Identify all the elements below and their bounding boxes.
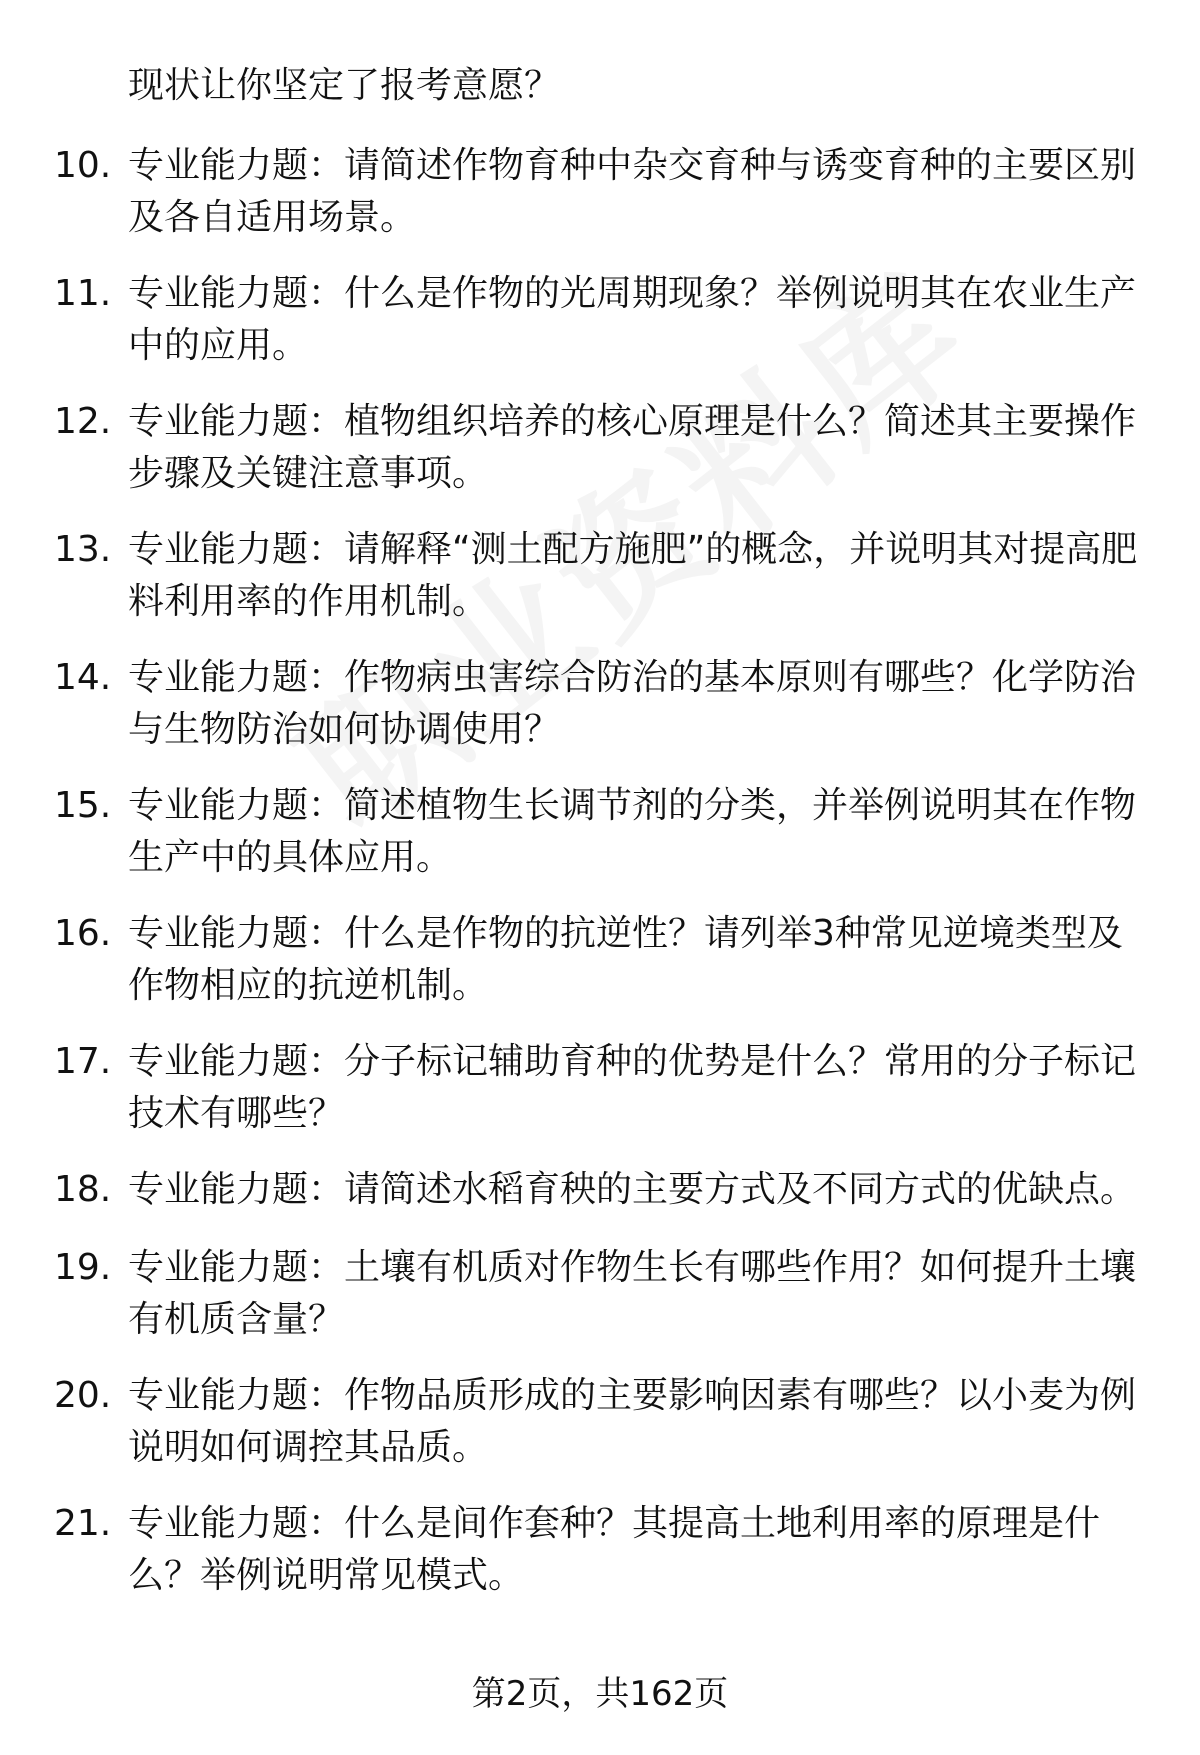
question-item [0,140,1200,268]
question-text: 专业能力题：作物病虫害综合防治的基本原则有哪些？化学防治与生物防治如何协调使用？ [128,657,1137,750]
question-text: 专业能力题：作物品质形成的主要影响因素有哪些？以小麦为例说明如何调控其品质。 [128,1375,1137,1468]
question-number: 12. [54,401,112,442]
question-item [0,652,1200,780]
question-text: 专业能力题：植物组织培养的核心原理是什么？简述其主要操作步骤及关键注意事项。 [128,401,1137,494]
question-number: 16. [54,913,112,954]
page-number-footer: 第2页，共162页 [471,1674,729,1714]
question-text: 专业能力题：请解释“测土配方施肥”的概念，并说明其对提高肥料利用率的作用机制。 [128,529,1138,622]
question-text: 专业能力题：简述植物生长调节剂的分类，并举例说明其在作物生产中的具体应用。 [128,785,1137,878]
question-text: 专业能力题：什么是作物的光周期现象？举例说明其在农业生产中的应用。 [128,273,1137,366]
question-item [0,1164,1200,1242]
question-number: 17. [54,1041,112,1082]
question-number: 21. [54,1503,112,1544]
question-item [0,1498,1200,1626]
question-number: 18. [54,1169,112,1210]
question-number: 10. [54,145,112,186]
question-number: 14. [54,657,112,698]
question-item [0,524,1200,652]
question-item [0,780,1200,908]
question-text: 专业能力题：什么是作物的抗逆性？请列举3种常见逆境类型及作物相应的抗逆机制。 [128,913,1123,1006]
question-text: 专业能力题：土壤有机质对作物生长有哪些作用？如何提升土壤有机质含量？ [128,1247,1137,1340]
question-list [0,140,1200,1626]
question-number: 15. [54,785,112,826]
question-number: 19. [54,1247,112,1288]
question-item [0,1036,1200,1164]
continuation-text: 现状让你坚定了报考意愿？ [128,65,561,106]
question-number: 13. [54,529,112,570]
question-text: 专业能力题：什么是间作套种？其提高土地利用率的原理是什么？举例说明常见模式。 [128,1503,1101,1596]
question-item [0,1242,1200,1370]
question-item [0,1370,1200,1498]
question-text: 专业能力题：请简述水稻育秧的主要方式及不同方式的优缺点。 [128,1169,1137,1210]
question-text: 专业能力题：分子标记辅助育种的优势是什么？常用的分子标记技术有哪些？ [128,1041,1137,1134]
question-item [0,908,1200,1036]
question-number: 20. [54,1375,112,1416]
question-item [0,396,1200,524]
question-item [0,268,1200,396]
question-number: 11. [54,273,112,314]
question-text: 专业能力题：请简述作物育种中杂交育种与诱变育种的主要区别及各自适用场景。 [128,145,1137,238]
